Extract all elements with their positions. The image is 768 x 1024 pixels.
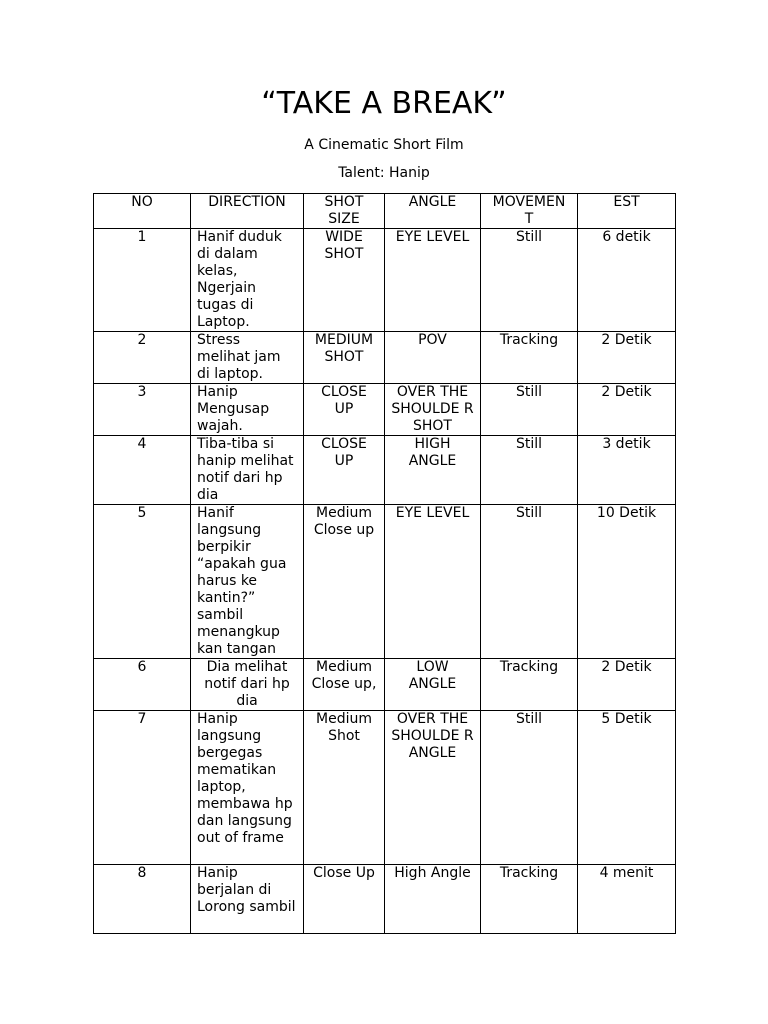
cell-angle: HIGH ANGLE [385, 436, 481, 505]
table-row [94, 659, 676, 711]
cell-no: 1 [94, 229, 191, 332]
cell-est: 3 detik [578, 436, 676, 505]
cell-angle: OVER THE SHOULDE R ANGLE [385, 711, 481, 865]
header-shot-size: SHOT SIZE [304, 194, 385, 229]
table-row [94, 865, 676, 934]
cell-no: 5 [94, 505, 191, 659]
cell-angle: LOW ANGLE [385, 659, 481, 711]
table-row [94, 332, 676, 384]
table-row [94, 711, 676, 865]
cell-est: 10 Detik [578, 505, 676, 659]
cell-direction: Hanip berjalan di Lorong sambil [191, 865, 304, 934]
cell-direction: Hanip Mengusap wajah. [191, 384, 304, 436]
header-direction: DIRECTION [191, 194, 304, 229]
cell-no: 3 [94, 384, 191, 436]
cell-movement: Tracking [481, 865, 578, 934]
cell-angle: High Angle [385, 865, 481, 934]
header-angle: ANGLE [385, 194, 481, 229]
header-no: NO [94, 194, 191, 229]
cell-no: 8 [94, 865, 191, 934]
document-title: “TAKE A BREAK” [261, 86, 507, 121]
header-movement: MOVEMEN T [481, 194, 578, 229]
cell-shot-size: CLOSE UP [304, 436, 385, 505]
cell-est: 2 Detik [578, 659, 676, 711]
cell-movement: Tracking [481, 659, 578, 711]
document-subtitle: A Cinematic Short Film [304, 137, 464, 153]
cell-movement: Still [481, 384, 578, 436]
table-row [94, 505, 676, 659]
cell-direction: Hanip langsung bergegas mematikan laptop, membawa hp dan langsung out of frame [191, 711, 304, 865]
cell-angle: EYE LEVEL [385, 505, 481, 659]
cell-shot-size: Close Up [304, 865, 385, 934]
table-row [94, 384, 676, 436]
cell-shot-size: CLOSE UP [304, 384, 385, 436]
cell-movement: Tracking [481, 332, 578, 384]
cell-no: 4 [94, 436, 191, 505]
cell-no: 7 [94, 711, 191, 865]
cell-shot-size: Medium Close up [304, 505, 385, 659]
cell-shot-size: Medium Close up, [304, 659, 385, 711]
cell-shot-size: MEDIUM SHOT [304, 332, 385, 384]
table-row [94, 229, 676, 332]
shot-list-table [93, 193, 676, 934]
cell-shot-size: Medium Shot [304, 711, 385, 865]
table-header-row [94, 194, 676, 229]
cell-direction: Hanif duduk di dalam kelas, Ngerjain tugas di Laptop. [191, 229, 304, 332]
cell-no: 6 [94, 659, 191, 711]
cell-direction: Stress melihat jam di laptop. [191, 332, 304, 384]
cell-direction: Tiba-tiba si hanip melihat notif dari hp dia [191, 436, 304, 505]
cell-angle: EYE LEVEL [385, 229, 481, 332]
cell-est: 4 menit [578, 865, 676, 934]
cell-est: 2 Detik [578, 332, 676, 384]
talent-line: Talent: Hanip [338, 165, 430, 181]
cell-movement: Still [481, 436, 578, 505]
cell-est: 6 detik [578, 229, 676, 332]
cell-movement: Still [481, 711, 578, 865]
cell-est: 5 Detik [578, 711, 676, 865]
cell-movement: Still [481, 505, 578, 659]
cell-shot-size: WIDE SHOT [304, 229, 385, 332]
cell-no: 2 [94, 332, 191, 384]
cell-movement: Still [481, 229, 578, 332]
cell-direction: Dia melihat notif dari hp dia [191, 659, 304, 711]
table-row [94, 436, 676, 505]
cell-direction: Hanif langsung berpikir “apakah gua harus ke kantin?” sambil menangkup kan tangan [191, 505, 304, 659]
cell-est: 2 Detik [578, 384, 676, 436]
cell-angle: OVER THE SHOULDE R SHOT [385, 384, 481, 436]
header-est: EST [578, 194, 676, 229]
cell-angle: POV [385, 332, 481, 384]
